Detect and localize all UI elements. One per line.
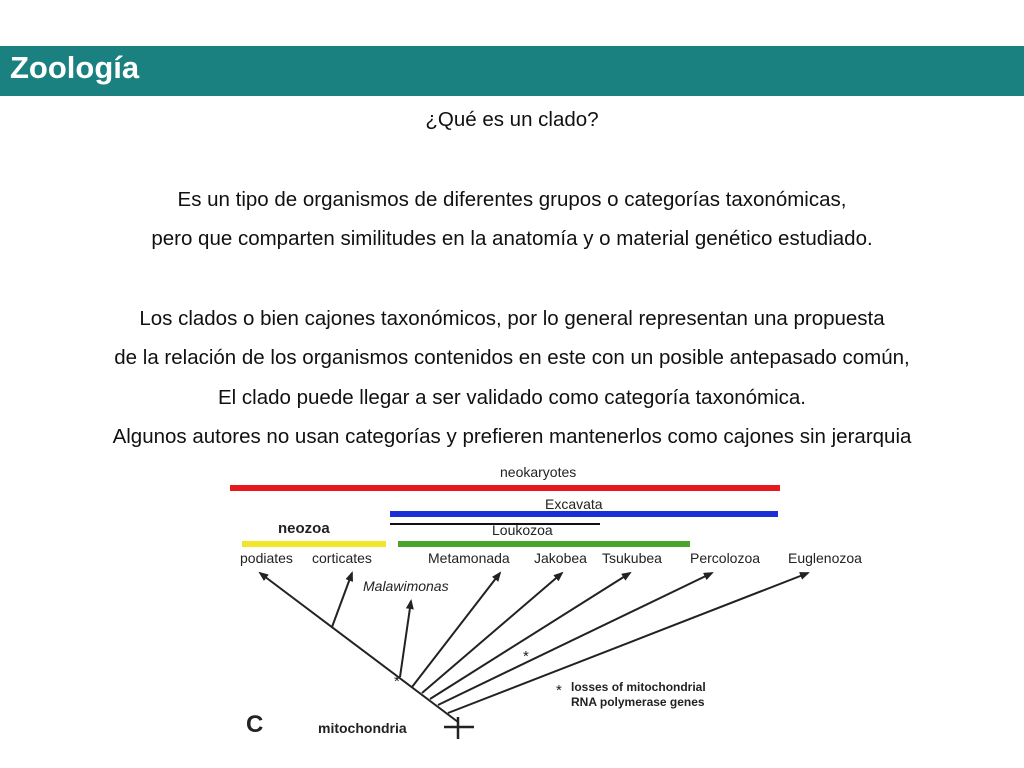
taxon-malawimonas: Malawimonas: [363, 578, 449, 594]
branch-podiates: [260, 573, 458, 722]
panel-label: C: [246, 711, 264, 738]
neozoa-bar: [242, 541, 386, 547]
explanation-line-1: Los clados o bien cajones taxonómicos, por lo general representan una propuesta: [139, 306, 885, 330]
legend-line-1: losses of mitochondrial: [571, 680, 706, 694]
taxon-podiates: podiates: [240, 550, 293, 566]
loukozoa-label: Loukozoa: [492, 522, 553, 538]
explanation-line-2: de la relación de los organismos contenidos en este con un posible antepasado común,: [114, 346, 910, 369]
neozoa-label: neozoa: [278, 520, 330, 537]
branch-malawimonas: [400, 601, 411, 677]
asterisk-mark-1: *: [394, 673, 400, 690]
question-line: ¿Qué es un clado?: [425, 108, 599, 131]
taxon-percolozoa: Percolozoa: [690, 550, 761, 566]
explanation-line-4: Algunos autores no usan categorías y prefieren mantenerlos como cajones sin jerarquia: [112, 425, 912, 448]
taxon-corticates: corticates: [312, 550, 372, 566]
explanation-line-3: El clado puede llegar a ser validado como categoría taxonómica.: [217, 385, 806, 409]
neokaryotes-label: neokaryotes: [500, 464, 577, 480]
excavata-label: Excavata: [545, 496, 603, 512]
neokaryotes-bar: [230, 485, 780, 491]
root-label: mitochondria: [318, 720, 407, 736]
taxon-euglenozoa: Euglenozoa: [788, 550, 862, 566]
root-cross: [444, 717, 474, 739]
title-bar: [0, 46, 1024, 96]
taxon-metamonada: Metamonada: [428, 550, 510, 566]
asterisk-mark-2: *: [523, 648, 529, 665]
loukozoa-color-bar: [398, 541, 690, 547]
definition-line-2: pero que comparten similitudes en la anatomía y o material genético estudiado.: [151, 227, 873, 250]
slide-title: Zoología: [10, 50, 140, 85]
taxon-jakobea: Jakobea: [534, 550, 587, 566]
definition-line-1: Es un tipo de organismos de diferentes grupos o categorías taxonómicas,: [177, 187, 847, 211]
phylogeny-diagram: [230, 455, 890, 750]
legend-line-2: RNA polymerase genes: [571, 695, 705, 709]
taxon-tsukubea: Tsukubea: [602, 550, 662, 566]
slide-body: [0, 100, 1024, 457]
branch-corticates: [332, 573, 352, 627]
legend-symbol: *: [556, 682, 562, 699]
